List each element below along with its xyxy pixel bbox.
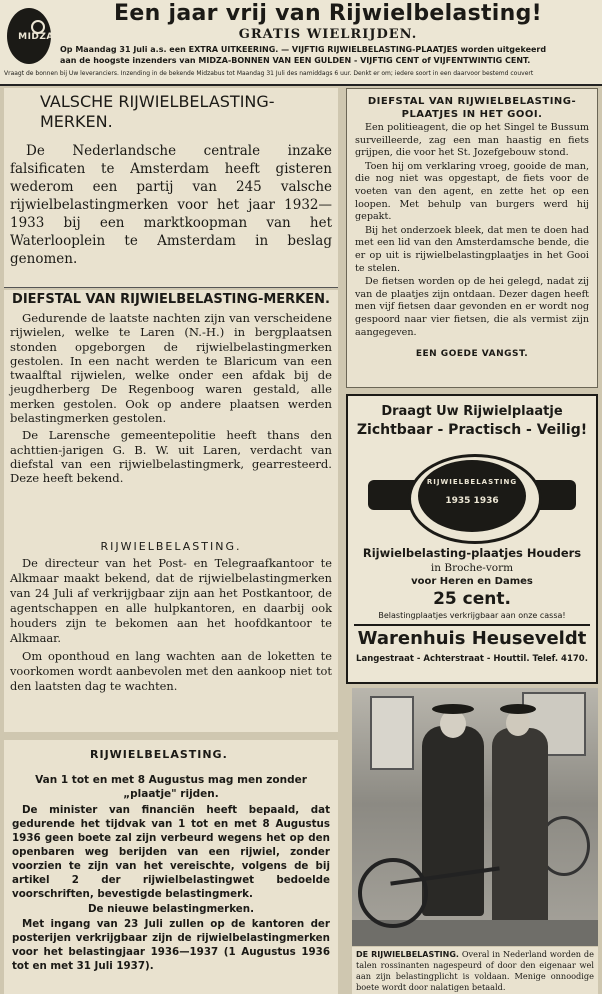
ad-audience: voor Heren en Dames — [411, 576, 533, 587]
news-photo — [352, 688, 598, 946]
person-figure — [492, 728, 548, 928]
banner-line-2: aan de hoogste inzenders van MIDZA-BONNEN VAN EEN GULDEN - VIJFTIG CENT of VIJFENTWINTIG CENT. — [60, 56, 531, 65]
window-icon — [370, 696, 414, 770]
article-valsche-merken — [4, 88, 338, 288]
banner-line-3: Vraagt de bonnen bij Uw leveranciers. Inzending in de bekende Midzabus tot Maandag 31 Juli des namiddags 6 uur. Denkt er om; iedere soort in een daarvoor bestemd couvert — [4, 70, 534, 77]
article-paragraph: Toen hij om verklaring vroeg, gooide de man, die nog niet was opgestapt, de fiets voor de voeten van den agent, en zette het op een loopen. Met behulp van burgers werd hij gepakt. — [355, 160, 589, 223]
article-paragraph: De minister van financiën heeft bepaald, dat gedurende het tijdvak van 1 tot en met 8 Augustus 1936 geen boete zal zijn verbeurd wegens het op den openbaren weg berijden van een rijwiel, zonder voorzien te zijn van het vereischte, volgens de bij artikel 2 der rijwielbelastingwet bedoelde voorschriften, bevestigde belastingmerk. — [12, 804, 330, 900]
caption-text: Overal in Nederland worden de talen rossinanten nagespeurd of door den eigenaar wel aan zijn belastingplicht is voldaan. Menige onnoodige boete wordt door nalatigen betaald. — [356, 949, 594, 992]
section-heading: De nieuwe belastingmerken. — [87, 903, 255, 915]
hat-icon — [500, 704, 536, 714]
ad-headline: Draagt Uw Rijwielplaatje — [381, 404, 563, 419]
article-paragraph: De directeur van het Post- en Telegraafkantoor te Alkmaar maakt bekend, dat de rijwielbelastingmerken van 24 Juli af verkrijgbaar zijn aan het Postkantoor, de agentschappen en alle hulpkantoren, en daarbij ook houders zijn te bekomen aan het hoofdkantoor te Alkmaar. — [10, 556, 332, 645]
banner — [0, 0, 602, 86]
article-title: RIJWIELBELASTING. — [100, 540, 242, 553]
article-body: De Nederlandsche centrale inzake falsificaten te Amsterdam heeft gisteren wederom een partij van 245 valsche rijwielbelastingmerken voor het jaar 1932—1933 bij een marktkoopman van het Waterlooplein te Amsterdam in beslag genomen. — [10, 143, 332, 267]
bicycle-wheel-icon — [358, 858, 428, 928]
ad-store-name: Warenhuis Heuseveldt — [357, 628, 587, 649]
advertisement-heuseveldt — [346, 394, 598, 684]
article-title: VALSCHE RIJWIELBELASTING-MERKEN. — [40, 92, 275, 131]
article-paragraph: De Larensche gemeentepolitie heeft thans den achttien-jarigen G. B. W. uit Laren, verdacht van diefstal van een rijwielbelastingmerk, gearresteerd. Deze heeft bekend. — [10, 428, 332, 486]
banner-line-1: Op Maandag 31 Juli a.s. een EXTRA UITKEERING. — VIJFTIG RIJWIELBELASTING-PLAATJES worden uitgekeerd — [60, 45, 547, 54]
plate-years: 1935 1936 — [445, 496, 499, 506]
article-paragraph: Om oponthoud en lang wachten aan de loketten te voorkomen wordt aanbevolen met den aankoop niet tot den laatsten dag te wachten. — [10, 649, 332, 693]
article-paragraph: Bij het onderzoek bleek, dat men te doen had met een lid van den Amsterdamsche bende, die er op uit is rijwielbelastingplaatjes in het Gooi te stelen. — [355, 224, 589, 274]
article-diefstal-merken — [4, 290, 338, 540]
article-ending: EEN GOEDE VANGST. — [415, 349, 529, 360]
hat-icon — [432, 704, 474, 714]
article-subtitle: Van 1 tot en met 8 Augustus mag men zonder „plaatje" rijden. — [35, 774, 307, 800]
ad-price: 25 cent. — [433, 589, 511, 609]
article-title: RIJWIELBELASTING. — [90, 748, 228, 761]
article-diefstal-gooi — [346, 88, 598, 388]
caption-lead: DE RIJWIELBELASTING. — [356, 950, 459, 959]
banner-title: Een jaar vrij van Rijwielbelasting! — [114, 1, 542, 26]
person-head — [440, 710, 466, 738]
article-paragraph: Een politieagent, die op het Singel te Bussum surveilleerde, zag een man haastig en fiets grijpen, die voor het St. Jozefgebouw stond. — [355, 122, 589, 159]
article-title: DIEFSTAL VAN RIJWIELBELASTING-MERKEN. — [12, 292, 330, 307]
ad-note: Belastingplaatjes verkrijgbaar aan onze cassa! — [378, 611, 566, 620]
midza-logo — [7, 8, 54, 64]
logo-text: MIDZA — [18, 32, 54, 42]
ad-divider — [354, 624, 590, 626]
banner-subtitle: GRATIS WIELRIJDEN. — [238, 27, 418, 42]
article-paragraph: De fietsen worden op de hei gelegd, nadat zij van de plaatjes zijn ontdaan. Dezer dagen heeft men vijf fietsen daar gevonden en er wordt nog gespoord naar vier fietsen, die als vermist zijn aangegeven. — [355, 276, 589, 338]
ad-slogan: Zichtbaar - Practisch - Veilig! — [356, 422, 588, 438]
ad-address: Langestraat - Achterstraat - Houttil. Telef. 4170. — [356, 654, 588, 664]
ad-product: Rijwielbelasting-plaatjes Houders — [362, 546, 582, 560]
article-rijwielbelasting-augustus — [4, 740, 338, 994]
article-paragraph: Met ingang van 23 Juli zullen op de kantoren der posterijen verkrijgbaar zijn de rijwielbelastingmerken voor het belastingjaar 1936—1937 (1 Augustus 1936 tot en met 31 Juli 1937). — [12, 918, 330, 972]
article-title: DIEFSTAL VAN RIJWIELBELASTING-PLAATJES IN HET GOOI. — [367, 96, 577, 120]
policeman-figure — [422, 726, 484, 916]
ad-product-form: in Broche-vorm — [430, 562, 514, 574]
photo-caption — [352, 947, 598, 994]
article-rijwielbelasting-alkmaar — [4, 540, 338, 732]
plate-label: RIJWIELBELASTING — [426, 478, 518, 486]
article-paragraph: Gedurende de laatste nachten zijn van verscheidene rijwielen, welke te Laren (N.-H.) in bergplaatsen stonden opgeborgen de rijwielbelastingmerken gestolen. In een nacht werden te Blaricum van een twaalftal rijwielen, welke onder een afdak bij de jeugdherberg De Regenboog waren gestald, alle merken gestolen. Ook op andere plaatsen werden belastingmerken gestolen. — [10, 311, 332, 426]
